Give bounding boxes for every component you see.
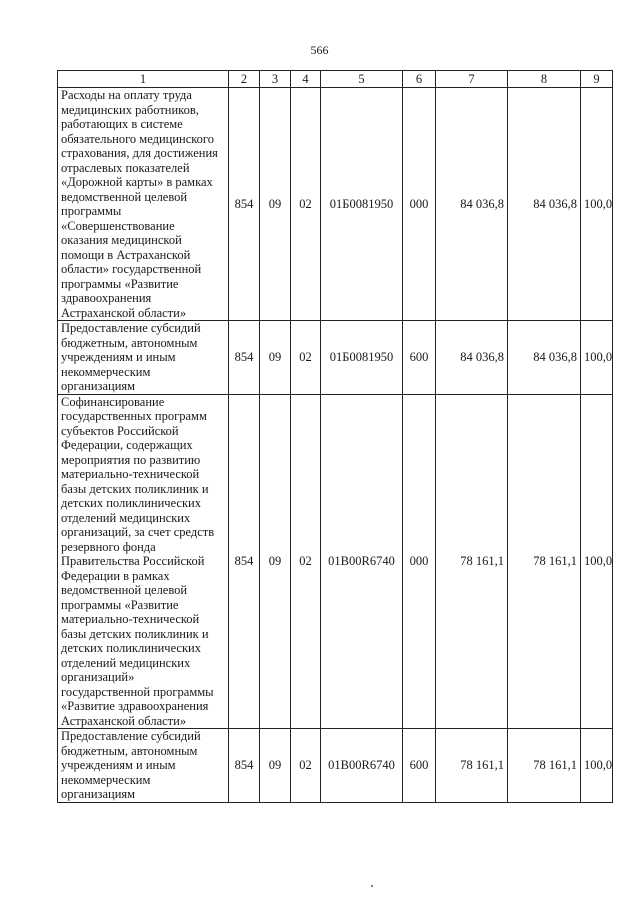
- row-name: Софинансирование государственных программ субъектов Российской Федерации, содержащих мероприятия по развитию материально-технической базы детских поликлиник и детских поликлинических отделений медицинских организаций, за счет средств резервного фонда Правительства Российской Федерации в рамках ведомственной целевой программы «Развитие материально-технической базы детских поликлиник и детских поликлинических отделений медицинских организаций» государственной программы «Развитие здравоохранения Астраханской области»: [58, 394, 229, 729]
- cell-target-article: 01Б0081950: [321, 321, 403, 395]
- cell-amount-executed: 78 161,1: [508, 729, 581, 803]
- cell-amount-planned: 78 161,1: [436, 729, 508, 803]
- cell-percent: 100,0: [581, 88, 613, 321]
- cell-percent: 100,0: [581, 729, 613, 803]
- cell-amount-executed: 84 036,8: [508, 88, 581, 321]
- col-header-2: 2: [229, 71, 260, 88]
- cell-section: 09: [260, 321, 291, 395]
- scan-speck: [371, 885, 373, 887]
- header-row: [58, 71, 613, 88]
- row-name: Расходы на оплату труда медицинских работников, работающих в системе обязательного медицинского страхования, для достижения отраслевых показателей «Дорожной карты» в рамках ведомственной целевой программы «Совершенствование оказания медицинской помощи в Астраханской области» государственной программы «Развитие здравоохранения Астраханской области»: [58, 88, 229, 321]
- cell-percent: 100,0: [581, 394, 613, 729]
- col-header-4: 4: [291, 71, 321, 88]
- table-row: [58, 729, 613, 803]
- cell-amount-planned: 84 036,8: [436, 88, 508, 321]
- cell-admin-code: 854: [229, 729, 260, 803]
- cell-admin-code: 854: [229, 88, 260, 321]
- col-header-5: 5: [321, 71, 403, 88]
- col-header-8: 8: [508, 71, 581, 88]
- table-row: [58, 88, 613, 321]
- col-header-1: 1: [58, 71, 229, 88]
- col-header-7: 7: [436, 71, 508, 88]
- budget-table: [57, 70, 613, 803]
- cell-section: 09: [260, 394, 291, 729]
- table-row: [58, 394, 613, 729]
- cell-section: 09: [260, 729, 291, 803]
- cell-section: 09: [260, 88, 291, 321]
- cell-target-article: 01В00R6740: [321, 729, 403, 803]
- cell-subsection: 02: [291, 394, 321, 729]
- cell-expense-type: 600: [403, 729, 436, 803]
- page-number: 566: [310, 43, 329, 57]
- col-header-6: 6: [403, 71, 436, 88]
- col-header-9: 9: [581, 71, 613, 88]
- cell-amount-planned: 84 036,8: [436, 321, 508, 395]
- cell-amount-executed: 84 036,8: [508, 321, 581, 395]
- cell-expense-type: 000: [403, 394, 436, 729]
- cell-subsection: 02: [291, 321, 321, 395]
- cell-expense-type: 600: [403, 321, 436, 395]
- row-name: Предоставление субсидий бюджетным, автономным учреждениям и иным некоммерческим организациям: [58, 321, 229, 395]
- cell-amount-planned: 78 161,1: [436, 394, 508, 729]
- cell-percent: 100,0: [581, 321, 613, 395]
- cell-target-article: 01Б0081950: [321, 88, 403, 321]
- col-header-3: 3: [260, 71, 291, 88]
- cell-subsection: 02: [291, 729, 321, 803]
- cell-target-article: 01В00R6740: [321, 394, 403, 729]
- cell-admin-code: 854: [229, 394, 260, 729]
- row-name: Предоставление субсидий бюджетным, автономным учреждениям и иным некоммерческим организациям: [58, 729, 229, 803]
- table-row: [58, 321, 613, 395]
- cell-subsection: 02: [291, 88, 321, 321]
- cell-expense-type: 000: [403, 88, 436, 321]
- cell-admin-code: 854: [229, 321, 260, 395]
- cell-amount-executed: 78 161,1: [508, 394, 581, 729]
